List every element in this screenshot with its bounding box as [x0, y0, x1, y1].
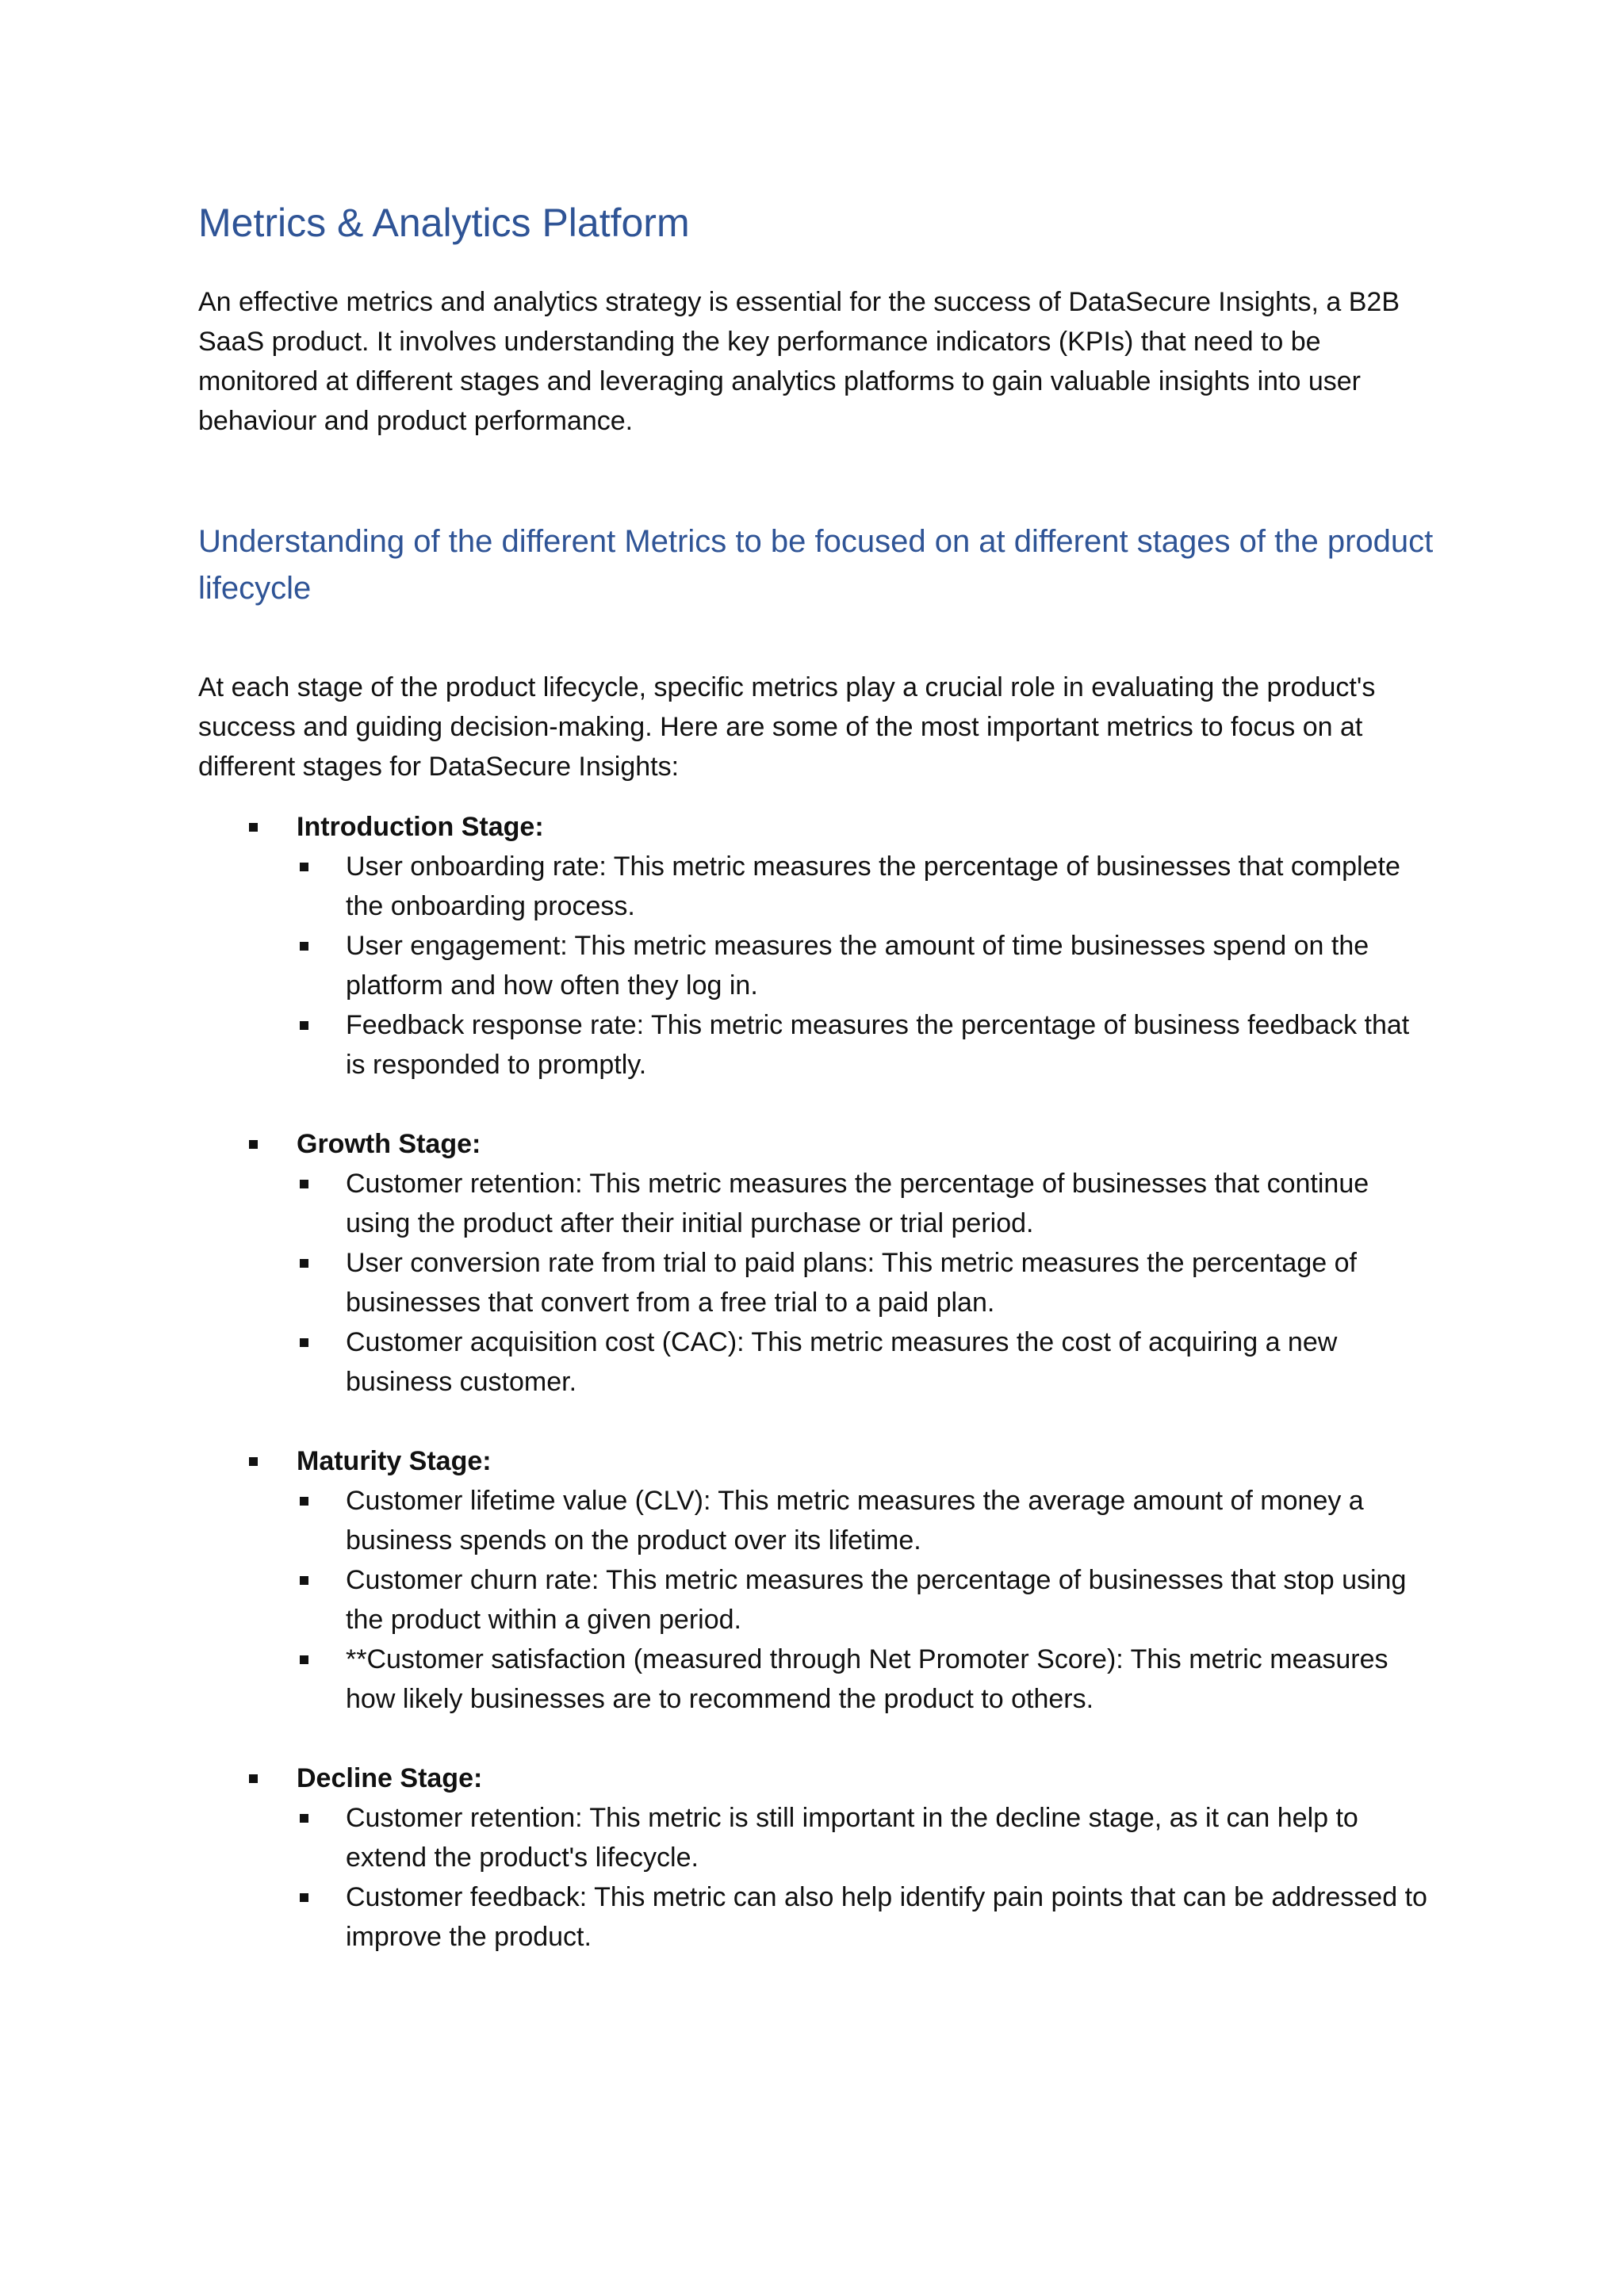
square-bullet-icon: [300, 863, 308, 871]
square-bullet-icon: [300, 1021, 308, 1030]
metric-text: User engagement: This metric measures the amount of time businesses spend on the platform and how often they log in.: [346, 931, 1369, 1001]
metric-list: [297, 1798, 1435, 1957]
metric-item: [297, 926, 1435, 1005]
stage-title: Decline Stage:: [297, 1763, 483, 1793]
section-lead-paragraph: At each stage of the product lifecycle, specific metrics play a crucial role in evaluating the product's success and guiding decision-making. Here are some of the most important metrics to focus on at different stages for DataSecure Insights:: [198, 672, 1376, 782]
stage-title: Growth Stage:: [297, 1129, 481, 1159]
stage-list: [198, 807, 1435, 1957]
metric-text: User conversion rate from trial to paid plans: This metric measures the percentage of businesses that convert from a free trial to a paid plan.: [346, 1248, 1357, 1318]
metric-item: [297, 847, 1435, 926]
metric-item: [297, 1243, 1435, 1322]
square-bullet-icon: [300, 1180, 308, 1188]
square-bullet-icon: [300, 1497, 308, 1506]
metric-item: [297, 1481, 1435, 1560]
square-bullet-icon: [249, 1774, 258, 1783]
metric-item: [297, 1640, 1435, 1719]
metric-list: [297, 847, 1435, 1085]
metric-text: Feedback response rate: This metric measures the percentage of business feedback that is responded to promptly.: [346, 1010, 1410, 1080]
metric-text: Customer retention: This metric is still important in the decline stage, as it can help to extend the product's lifecycle.: [346, 1803, 1358, 1873]
metric-text: Customer retention: This metric measures the percentage of businesses that continue using the product after their initial purchase or trial period.: [346, 1169, 1369, 1238]
square-bullet-icon: [249, 1457, 258, 1466]
metric-item: [297, 1322, 1435, 1402]
square-bullet-icon: [300, 1893, 308, 1902]
metric-text: User onboarding rate: This metric measures the percentage of businesses that complete the onboarding process.: [346, 851, 1400, 921]
stage-maturity: [198, 1441, 1435, 1719]
stage-introduction: [198, 807, 1435, 1085]
stage-title: Introduction Stage:: [297, 812, 544, 842]
square-bullet-icon: [300, 1655, 308, 1664]
metric-text: Customer churn rate: This metric measures the percentage of businesses that stop using the product within a given period.: [346, 1565, 1407, 1635]
section-heading: Understanding of the different Metrics to be focused on at different stages of the product lifecycle: [198, 524, 1434, 606]
document-page: [198, 198, 1435, 1957]
metric-list: [297, 1481, 1435, 1719]
metric-text: **Customer satisfaction (measured through Net Promoter Score): This metric measures how likely businesses are to recommend the product to others.: [346, 1644, 1388, 1714]
metric-item: [297, 1164, 1435, 1243]
page-title: Metrics & Analytics Platform: [198, 201, 690, 245]
metric-text: Customer lifetime value (CLV): This metric measures the average amount of money a business spends on the product over its lifetime.: [346, 1486, 1364, 1556]
square-bullet-icon: [249, 823, 258, 832]
metric-text: Customer acquisition cost (CAC): This metric measures the cost of acquiring a new business customer.: [346, 1327, 1338, 1397]
stage-growth: [198, 1124, 1435, 1402]
intro-paragraph: An effective metrics and analytics strategy is essential for the success of DataSecure Insights, a B2B SaaS product. It involves understanding the key performance indicators (KPIs) that need to be monitored at different stages and leveraging analytics platforms to gain valuable insights into user behaviour and product performance.: [198, 287, 1400, 436]
square-bullet-icon: [249, 1140, 258, 1149]
square-bullet-icon: [300, 1814, 308, 1823]
square-bullet-icon: [300, 1338, 308, 1347]
metric-item: [297, 1798, 1435, 1877]
metric-list: [297, 1164, 1435, 1402]
metric-item: [297, 1877, 1435, 1957]
stage-decline: [198, 1758, 1435, 1957]
square-bullet-icon: [300, 942, 308, 951]
metric-item: [297, 1005, 1435, 1085]
stage-title: Maturity Stage:: [297, 1446, 492, 1476]
square-bullet-icon: [300, 1576, 308, 1585]
square-bullet-icon: [300, 1259, 308, 1268]
metric-text: Customer feedback: This metric can also help identify pain points that can be addressed to improve the product.: [346, 1882, 1427, 1952]
metric-item: [297, 1560, 1435, 1640]
